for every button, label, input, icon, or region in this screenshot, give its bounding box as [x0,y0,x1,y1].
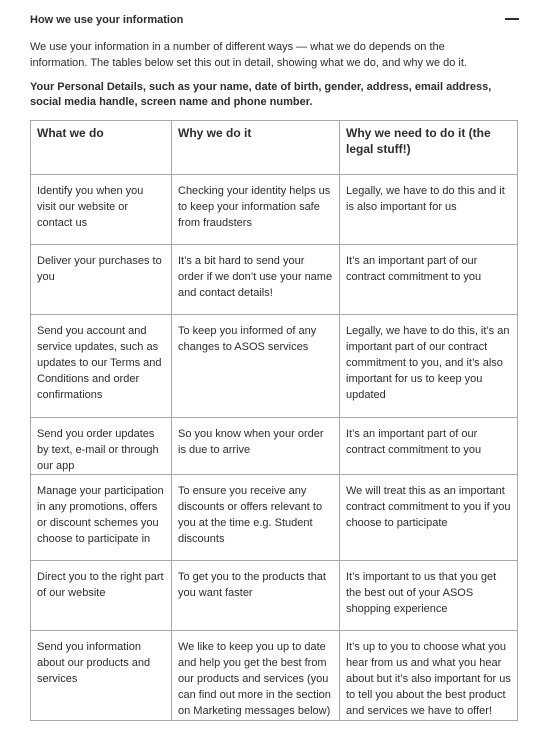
table-cell: To ensure you receive any discounts or offers relevant to you at the time e.g. Student discounts [172,475,340,561]
intro-paragraph: We use your information in a number of different ways — what we do depends on the information. The tables below set this out in detail, showing what we do, and why we do it. [30,41,467,69]
table-cell: Send you order updates by text, e-mail or through our app [31,418,172,475]
table-cell: We like to keep you up to date and help you get the best from our products and services (you can find out more in the section on Marketing messages below) [172,631,340,721]
information-usage-table [30,120,518,721]
table-cell: Send you information about our products and services [31,631,172,721]
table-cell: Identify you when you visit our website or contact us [31,175,172,245]
table-cell: To get you to the products that you want faster [172,561,340,631]
table-cell: Manage your participation in any promotions, offers or discount schemes you choose to participate in [31,475,172,561]
table-row [31,475,518,561]
column-header: What we do [31,121,172,175]
table-row [31,631,518,721]
table-header-row [31,121,518,175]
table-cell: It’s a bit hard to send your order if we don’t use your name and contact details! [172,245,340,315]
accordion-header[interactable] [30,10,519,26]
table-row [31,245,518,315]
column-header: Why we need to do it (the legal stuff!) [340,121,518,175]
collapse-icon[interactable] [505,12,519,24]
table-cell: Direct you to the right part of our website [31,561,172,631]
table-cell: Legally, we have to do this, it’s an important part of our contract commitment to you, and it’s also important for us to keep you updated [340,315,518,418]
table-cell: To keep you informed of any changes to ASOS services [172,315,340,418]
table-cell: Send you account and service updates, such as updates to our Terms and Conditions and order confirmations [31,315,172,418]
table-row [31,315,518,418]
table-cell: So you know when your order is due to arrive [172,418,340,475]
section-title: How we use your information [30,14,184,26]
table-row [31,175,518,245]
table-cell: Deliver your purchases to you [31,245,172,315]
column-header: Why we do it [172,121,340,175]
table-row [31,561,518,631]
table-row [31,418,518,475]
table-cell: Checking your identity helps us to keep your information safe from fraudsters [172,175,340,245]
table-cell: It’s an important part of our contract commitment to you [340,245,518,315]
table-cell: It’s up to you to choose what you hear from us and what you hear about but it’s also important for us to tell you about the best product and services we have to offer! [340,631,518,721]
table-cell: We will treat this as an important contract commitment to you if you choose to participate [340,475,518,561]
table-cell: Legally, we have to do this and it is also important for us [340,175,518,245]
table-cell: It’s an important part of our contract commitment to you [340,418,518,475]
personal-details-heading: Your Personal Details, such as your name, date of birth, gender, address, email address, social media handle, screen name and phone number. [30,81,492,108]
table-cell: It’s important to us that you get the best out of your ASOS shopping experience [340,561,518,631]
